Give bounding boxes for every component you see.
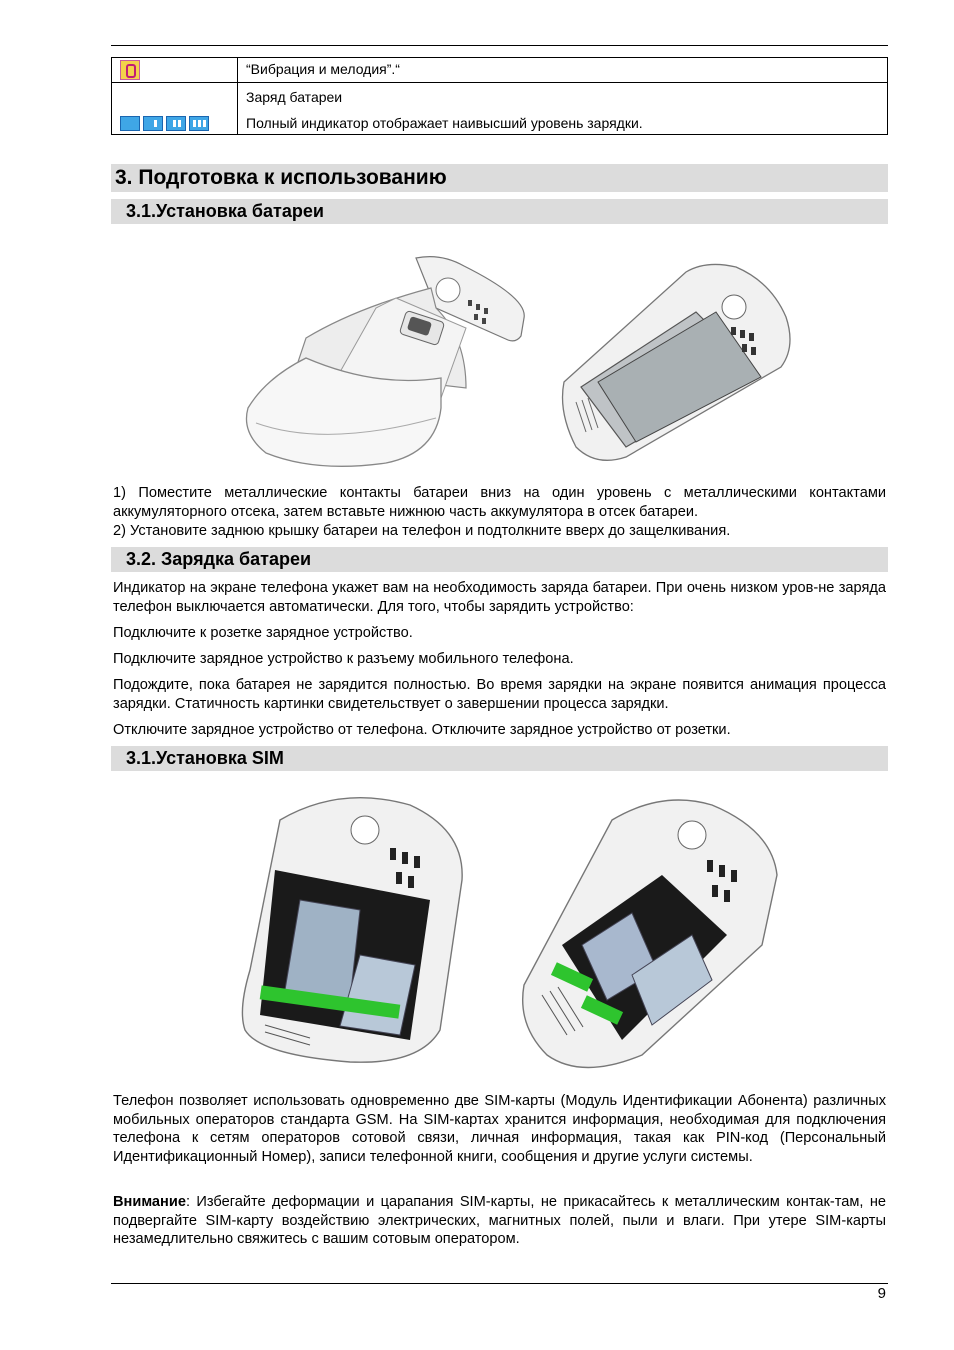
battery-install-step-1: 1) Поместите металлические контакты батареи вниз на один уровень с металлическими контактами аккумуляторного отсека, затем вставьте нижнюю часть аккумулятора в отсек батареи. [113, 485, 886, 520]
section-3-title: 3. Подготовка к использованию [115, 166, 447, 189]
page-number: 9 [877, 1285, 886, 1302]
bottom-rule [111, 1283, 888, 1284]
warning-text: : Избегайте деформации и царапания SIM-карты, не прикасайтесь к металлическим контак-там, не подвергайте SIM-карту воздействию электрических, магнитных полей, пыли и влаги. При утере SIM-карты незамедлительно свяжитесь с вашим сотовым оператором. [113, 1194, 886, 1247]
section-3-2-heading [111, 547, 888, 572]
charging-step-3: Подождите, пока батарея не зарядится полностью. Во время зарядки на экране появится анимация процесса зарядки. Статичность картинки свидетельствует о завершении процесса зарядки. [113, 677, 886, 712]
phone-back-cover-illustration [236, 248, 531, 473]
sim-install-illustration-right [512, 795, 782, 1075]
section-3-3-heading [111, 746, 888, 771]
charging-intro-paragraph: Индикатор на экране телефона укажет вам на необходимость заряда батареи. При очень низком уров-не заряда телефон выключается автоматически. Для того, чтобы зарядить устройство: [113, 580, 886, 615]
section-3-heading [111, 164, 888, 192]
sim-info-paragraph: Телефон позволяет использовать одновременно две SIM-карты (Модуль Идентификации Абонента) различных мобильных операторов стандарта GSM. На SIM-картах хранится информация, необходимая для подключения телефона к сетям операторов сотовой связи, личная информация, такая как PIN-код (Персональный Идентификационный Номер), записи телефонной книги, сообщения и другие услуги системы. [113, 1093, 886, 1165]
vibration-melody-label: “Вибрация и мелодия”.“ [246, 61, 400, 77]
battery-full-icon [189, 116, 209, 131]
table-cell-icon [112, 83, 238, 135]
charging-step-2: Подключите зарядное устройство к разъему мобильного телефона. [113, 651, 574, 667]
table-row [112, 83, 888, 135]
battery-low-icon [143, 116, 163, 131]
battery-full-description: Полный индикатор отображает наивысший уровень зарядки. [246, 115, 643, 131]
charging-step-4: Отключите зарядное устройство от телефона. Отключите зарядное устройство от розетки. [113, 722, 731, 738]
battery-charge-label: Заряд батареи [246, 89, 343, 105]
section-3-2-title: 3.2. Зарядка батареи [126, 549, 312, 569]
battery-empty-icon [120, 116, 140, 131]
table-row [112, 58, 888, 83]
battery-install-step-2: 2) Установите заднюю крышку батареи на телефон и подтолкните вверх до защелкивания. [113, 523, 731, 539]
section-3-3-title: 3.1.Установка SIM [126, 748, 284, 768]
table-cell-text [238, 58, 888, 83]
charging-step-1: Подключите к розетке зарядное устройство. [113, 625, 413, 641]
battery-mid-icon [166, 116, 186, 131]
battery-insertion-illustration [556, 262, 796, 467]
section-3-1-heading [111, 199, 888, 224]
section-3-1-title: 3.1.Установка батареи [126, 201, 324, 221]
top-rule [111, 45, 888, 46]
warning-label: Внимание [113, 1194, 186, 1210]
sim-warning-paragraph [113, 1193, 886, 1249]
table-cell-text [238, 83, 888, 135]
sim-install-illustration-left [240, 790, 470, 1070]
table-cell-icon [112, 58, 238, 83]
status-icon-table [111, 57, 888, 135]
vibration-melody-icon [120, 60, 140, 80]
